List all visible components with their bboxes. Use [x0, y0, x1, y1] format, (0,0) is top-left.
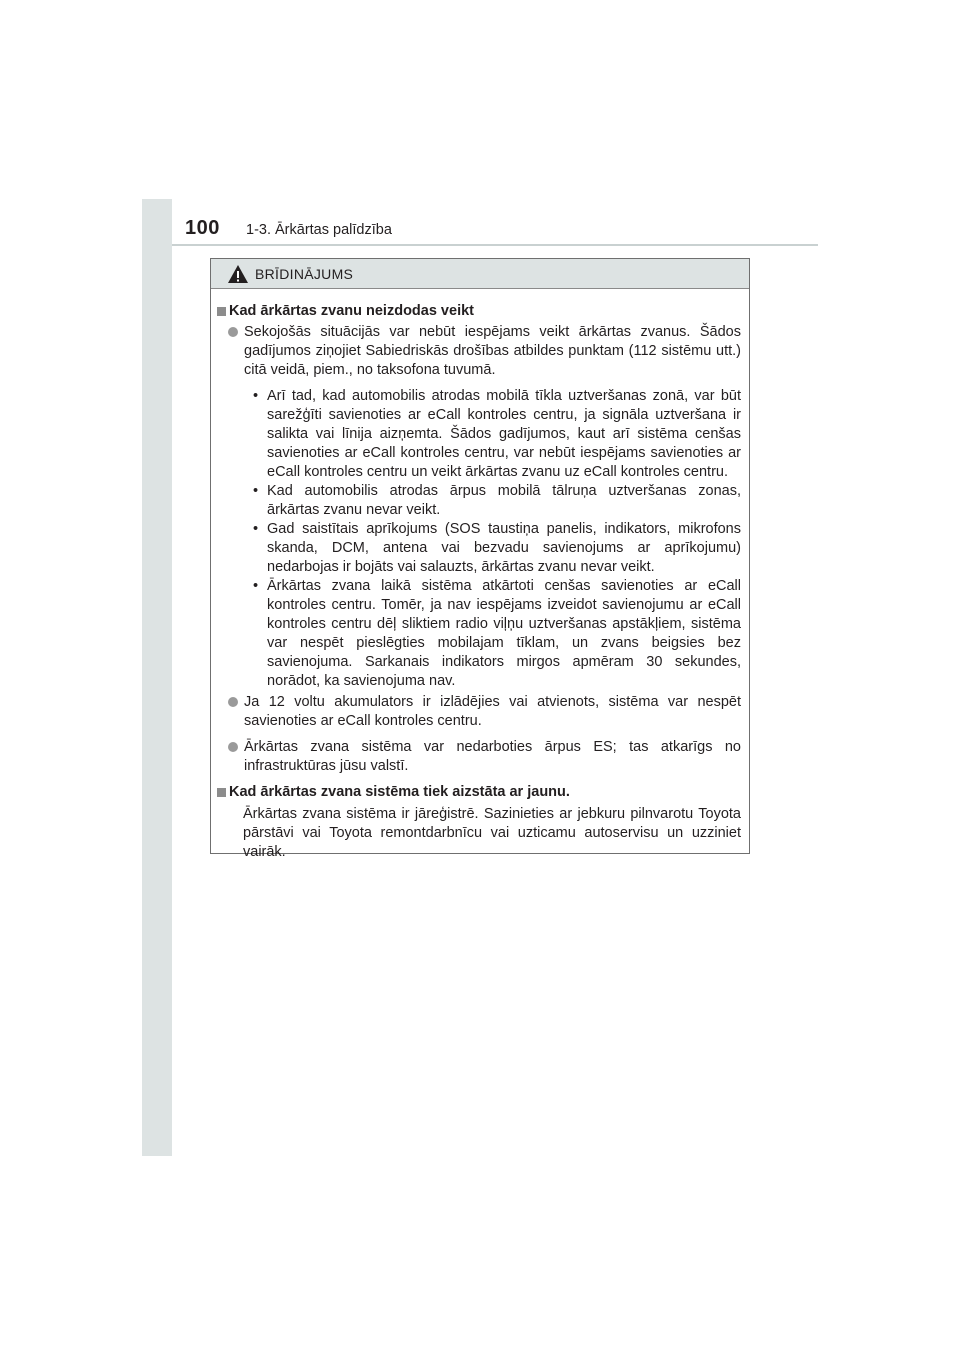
sub-bullet: •: [253, 388, 259, 404]
section-heading: [217, 783, 741, 802]
section-heading: [217, 302, 741, 321]
round-bullet-icon: [228, 742, 238, 752]
sub-bullet: •: [253, 578, 259, 594]
square-bullet-icon: [217, 788, 226, 797]
sub-list-item: [253, 577, 741, 691]
sub-list-item: [253, 482, 741, 520]
paragraph: Ārkārtas zvana sistēma ir jāreģistrē. Sazinieties ar jebkuru pilnvarotu Toyota pārstāvi vai Toyota remontdarbnīcu vai uzticamu autoservisu un uzziniet vairāk.: [243, 806, 741, 860]
warning-header: [211, 259, 749, 289]
sub-bullet: •: [253, 483, 259, 499]
round-bullet-icon: [228, 697, 238, 707]
sub-bullet: •: [253, 521, 259, 537]
item-text: Sekojošās situācijās var nebūt iespējams veikt ārkārtas zvanus. Šādos gadījumos ziņojiet Sabiedriskās drošības atbildes punktam (112 sistēmu utt.) citā veidā, piem., no taksofona tuvumā.: [244, 324, 741, 378]
sub-list-item: [253, 387, 741, 482]
list-item: [226, 738, 741, 776]
warning-triangle-icon: [227, 264, 249, 284]
warning-box: [210, 258, 750, 860]
sub-item-text: Gad saistītais aprīkojums (SOS taustiņa panelis, indikators, mikrofons skanda, DCM, antena vai bezvadu savienojums ar aprīkojumu) nedarbojas ir bojāts vai salauzts, ārkārtas zvanu nevar veikt.: [267, 521, 741, 575]
item-text: Ārkārtas zvana sistēma var nedarboties ārpus ES; tas atkarīgs no infrastruktūras jūsu valstī.: [244, 739, 741, 774]
heading-text: Kad ārkārtas zvanu neizdodas veikt: [229, 303, 474, 319]
warning-body: [211, 289, 749, 862]
square-bullet-icon: [217, 307, 226, 316]
sub-list-item: [253, 520, 741, 577]
item-text: Ja 12 voltu akumulators ir izlādējies vai atvienots, sistēma var nespēt savienoties ar eCall kontroles centru.: [244, 694, 741, 729]
sub-item-text: Ārkārtas zvana laikā sistēma atkārtoti cenšas savienoties ar eCall kontroles centru. Tomēr, ja nav iespējams izveidot savienojumu ar eCall kontroles centru dēļ sliktiem radio viļņu uztveršanas apstākļiem, sistēma var nespēt pieslēgties mobilajam tīklam, un zvans beigsies bez savienojuma. Sarkanais indikators mirgos apmēram 30 sekundes, norādot, ka savienojuma nav.: [267, 578, 741, 689]
section-title: 1-3. Ārkārtas palīdzība: [246, 222, 392, 238]
list-item: [226, 323, 741, 380]
page-number: 100: [185, 217, 220, 239]
sub-item-text: Arī tad, kad automobilis atrodas mobilā tīkla uztveršanas zonā, var būt sarežģīti savienoties ar eCall kontroles centru, ja signāla uztveršana ir salikta vai līnija aizņemta. Šādos gadījumos, kaut arī sistēma cenšas savienoties ar eCall kontroles centru, var nebūt iespējams savienoties ar eCall kontroles centru un veikt ārkārtas zvanu uz eCall kontroles centru.: [267, 388, 741, 480]
list-item: [226, 693, 741, 731]
warning-title: BRĪDINĀJUMS: [255, 265, 354, 282]
heading-text: Kad ārkārtas zvana sistēma tiek aizstāta ar jaunu.: [229, 784, 570, 800]
header-rule: [172, 244, 818, 246]
sub-item-text: Kad automobilis atrodas ārpus mobilā tālruņa uztveršanas zonas, ārkārtas zvanu nevar veikt.: [267, 483, 741, 518]
side-bar: [142, 199, 172, 1156]
round-bullet-icon: [228, 327, 238, 337]
